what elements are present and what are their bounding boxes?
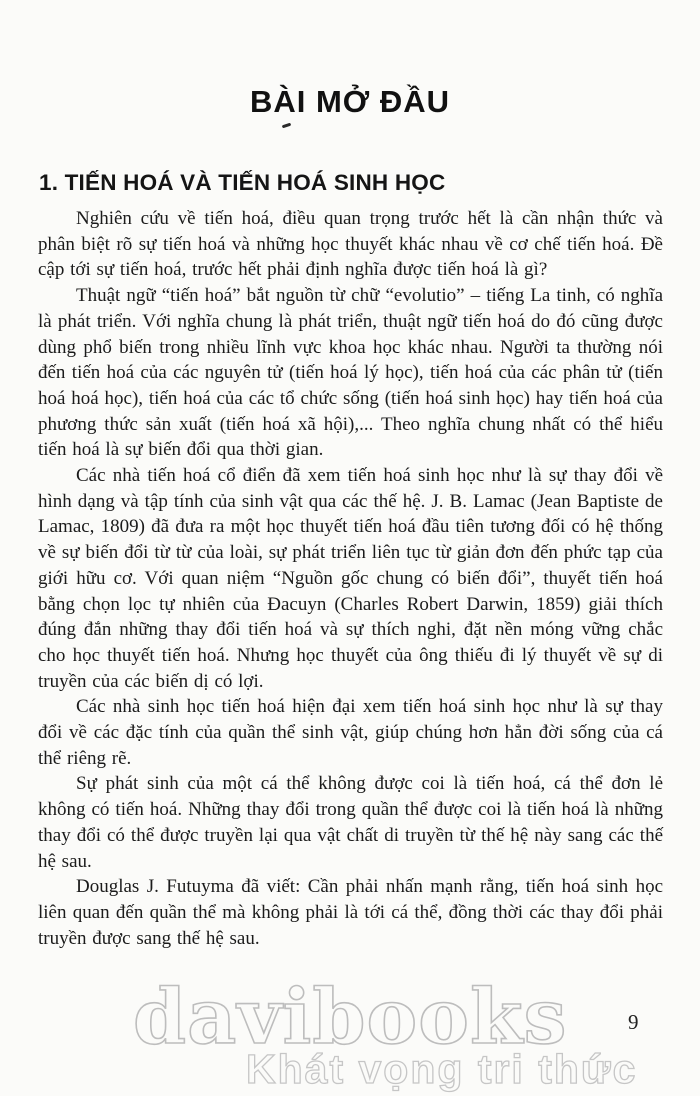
section-heading: 1. TIẾN HOÁ VÀ TIẾN HOÁ SINH HỌC — [39, 170, 446, 195]
davibooks-watermark: davibooks — [133, 972, 568, 1061]
page-number: 9 — [628, 1010, 639, 1034]
body-paragraph: Douglas J. Futuyma đã viết: Cần phải nhấn mạnh rằng, tiến hoá sinh học liên quan đến quần thể mà không phải là tới cá thể, đồng thời các thay đổi phải truyền được sang thế hệ sau. — [38, 876, 663, 949]
body-text — [38, 206, 663, 951]
body-paragraph: Các nhà sinh học tiến hoá hiện đại xem tiến hoá sinh học như là sự thay đổi về các đặc tính của quần thể sinh vật, giúp chúng hơn hẳn đời sống của cá thể riêng rẽ. — [38, 696, 663, 769]
body-paragraph: Các nhà tiến hoá cổ điển đã xem tiến hoá sinh học như là sự thay đổi về hình dạng và tập tính của sinh vật qua các thế hệ. J. B. Lamac (Jean Baptiste de Lamac, 1809) đã đưa ra một học thuyết tiến hoá đầu tiên tương đối có hệ thống về sự biến đổi từ từ của loài, sự phát triển liên tục từ giản đơn đến phức tạp của giới hữu cơ. Với quan niệm “Nguồn gốc chung có biến đổi”, thuyết tiến hoá bằng chọn lọc tự nhiên của Đacuyn (Charles Robert Darwin, 1859) giải thích đúng đắn những thay đổi tiến hoá và sự thích nghi, đặt nền móng vững chắc cho học thuyết tiến hoá. Nhưng học thuyết của ông thiếu đi lý thuyết về sự di truyền của các biến dị có lợi. — [38, 465, 663, 692]
page-title: BÀI MỞ ĐẦU — [249, 84, 451, 119]
scan-artifact-mark — [282, 123, 291, 129]
body-paragraph: Nghiên cứu về tiến hoá, điều quan trọng trước hết là cần nhận thức và phân biệt rõ sự tiến hoá và những học thuyết khác nhau về cơ chế tiến hoá. Đề cập tới sự tiến hoá, trước hết phải định nghĩa được tiến hoá là gì? — [38, 208, 663, 281]
body-paragraph: Sự phát sinh của một cá thể không được coi là tiến hoá, cá thể đơn lẻ không có tiến hoá. Những thay đổi trong quần thể được coi là tiến hoá là những thay đổi có thể được truyền lại qua vật chất di truyền từ thế hệ này sang các thế hệ sau. — [38, 773, 663, 872]
body-paragraph: Thuật ngữ “tiến hoá” bắt nguồn từ chữ “evolutio” – tiếng La tinh, có nghĩa là phát triển. Với nghĩa chung là phát triển, thuật ngữ tiến hoá do đó cũng được dùng phổ biến trong nhiều lĩnh vực khoa học khác nhau. Người ta thường nói đến tiến hoá của các nguyên tử (tiến hoá lý học), tiến hoá của các phân tử (tiến hoá hoá học), tiến hoá của các tổ chức sống (tiến hoá sinh học) hay tiến hoá của phương thức sản xuất (tiến hoá xã hội),... Theo nghĩa chung nhất có thể hiểu tiến hoá là sự biến đổi qua thời gian. — [38, 285, 663, 461]
watermark-slogan: Khát vọng tri thức — [246, 1046, 638, 1092]
